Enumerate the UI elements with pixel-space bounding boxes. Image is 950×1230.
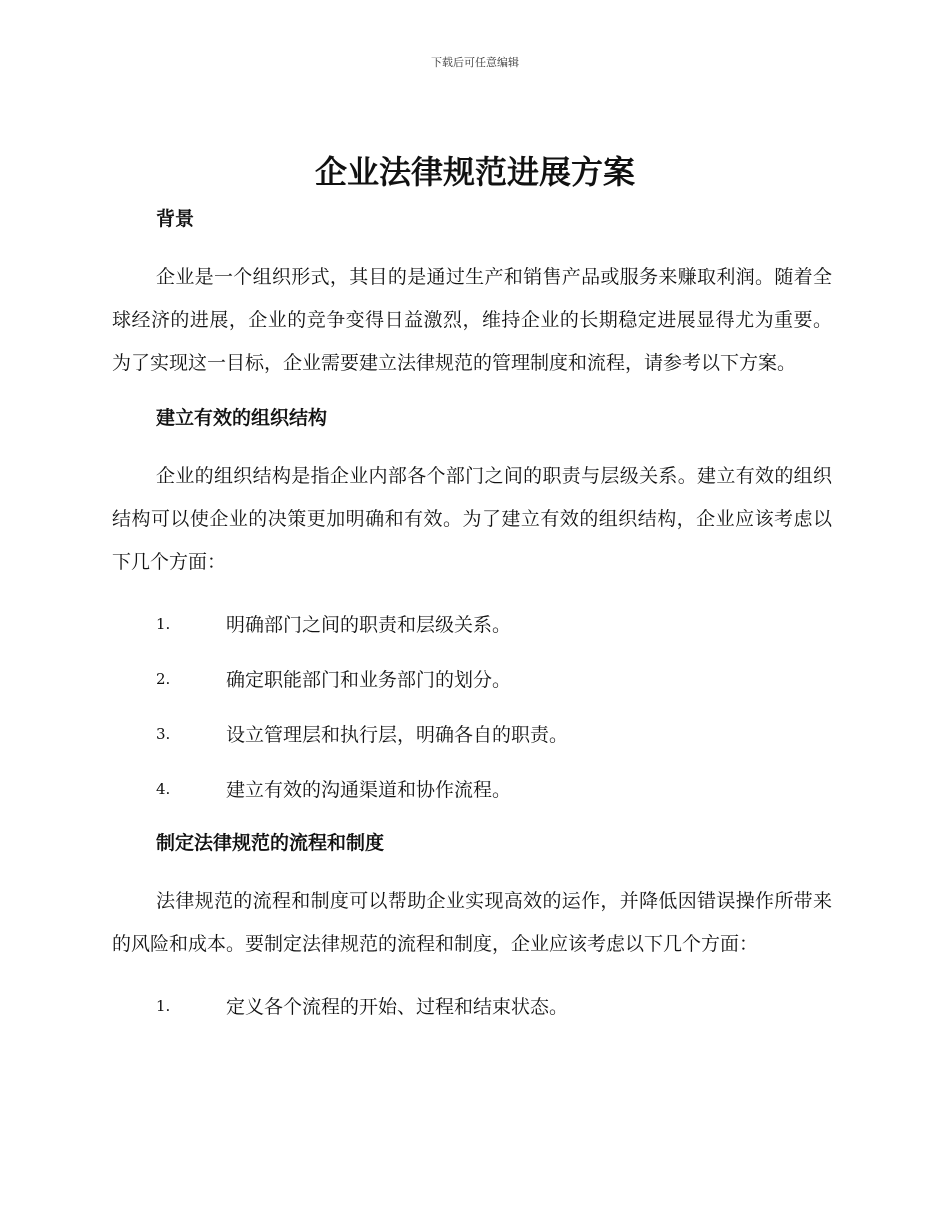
- list-number: 1.: [156, 996, 171, 1015]
- list-text: 定义各个流程的开始、过程和结束状态。: [226, 996, 569, 1018]
- section-heading: 建立有效的组织结构: [156, 407, 328, 429]
- list-item: [112, 596, 832, 651]
- section-heading: 背景: [156, 208, 195, 230]
- list-number: 1.: [156, 614, 171, 633]
- document-body: [112, 200, 832, 1033]
- numbered-list: [112, 596, 832, 816]
- list-item: [112, 651, 832, 706]
- document-title: 企业法律规范进展方案: [314, 153, 635, 191]
- numbered-list: [112, 978, 832, 1033]
- list-item: [112, 761, 832, 816]
- list-text: 明确部门之间的职责和层级关系。: [226, 614, 512, 636]
- section-paragraph: 企业的组织结构是指企业内部各个部门之间的职责与层级关系。建立有效的组织结构可以使企业的决策更加明确和有效。为了建立有效的组织结构，企业应该考虑以下几个方面：: [112, 465, 832, 573]
- header-note: 下载后可任意编辑: [431, 56, 519, 69]
- list-text: 设立管理层和执行层，明确各自的职责。: [226, 724, 569, 746]
- list-item: [112, 706, 832, 761]
- list-text: 建立有效的沟通渠道和协作流程。: [226, 779, 512, 801]
- section-org-structure: [112, 403, 832, 816]
- section-legal-process: [112, 828, 832, 1033]
- list-number: 2.: [156, 669, 171, 688]
- list-text: 确定职能部门和业务部门的划分。: [226, 669, 512, 691]
- list-number: 4.: [156, 779, 171, 798]
- section-paragraph: 法律规范的流程和制度可以帮助企业实现高效的运作，并降低因错误操作所带来的风险和成本。要制定法律规范的流程和制度，企业应该考虑以下几个方面：: [112, 890, 832, 955]
- list-item: [112, 978, 832, 1033]
- section-paragraph: 企业是一个组织形式，其目的是通过生产和销售产品或服务来赚取利润。随着全球经济的进展，企业的竞争变得日益激烈，维持企业的长期稳定进展显得尤为重要。为了实现这一目标，企业需要建立法律规范的管理制度和流程，请参考以下方案。: [112, 266, 832, 374]
- section-heading: 制定法律规范的流程和制度: [156, 832, 385, 854]
- section-background: [112, 204, 832, 385]
- list-number: 3.: [156, 724, 171, 743]
